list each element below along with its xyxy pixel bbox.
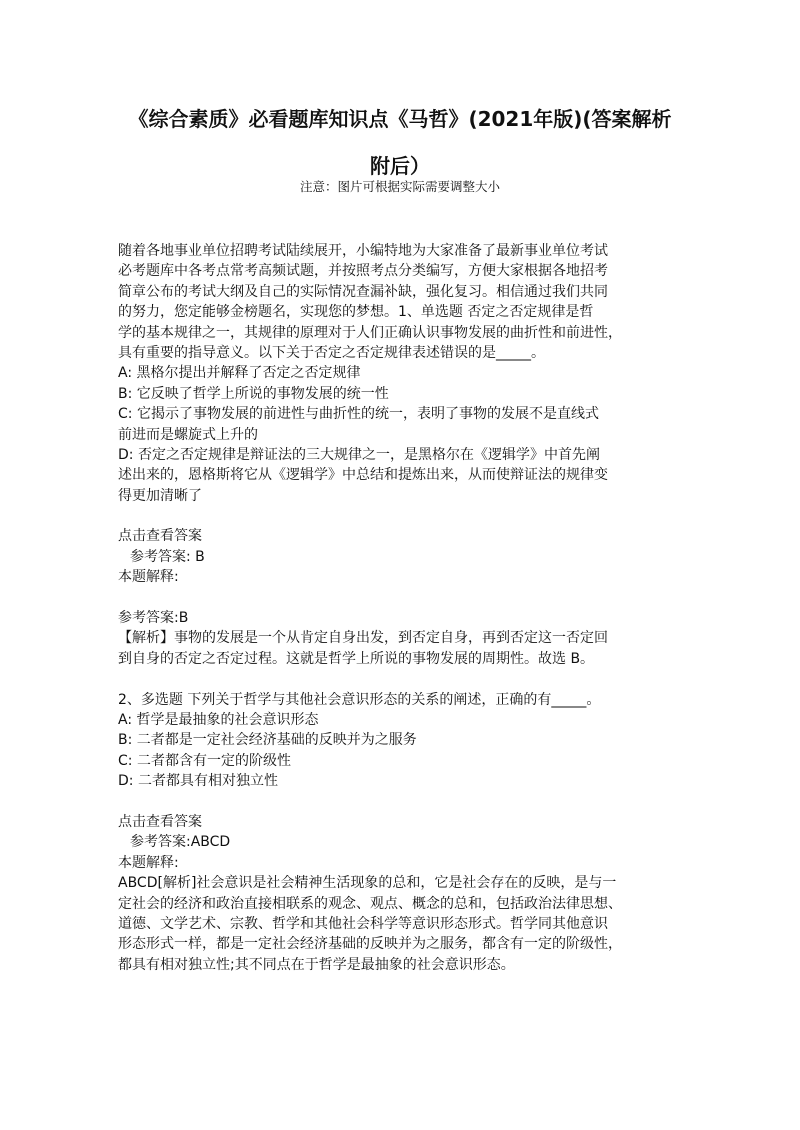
q1-option-a: A: 黑格尔提出并解释了否定之否定规律 [118, 365, 361, 382]
size-note: 注意：图片可根据实际需要调整大小 [299, 179, 500, 194]
q1-explanation-line: 到自身的否定之否定过程。这就是哲学上所说的事物发展的周期性。故选 B。 [118, 650, 595, 667]
document-body [118, 241, 690, 975]
spacer [118, 506, 690, 526]
q2-view-answer-link[interactable]: 点击查看答案 [118, 813, 202, 830]
q1-option-d-cont: 述出来的，恩格斯将它从《逻辑学》中总结和提炼出来，从而使辩证法的规律变 [118, 467, 608, 484]
intro-line: 具有重要的指导意义。以下关于否定之否定规律表述错误的是_____。 [118, 344, 545, 361]
q2-explanation-label: 本题解释: [118, 854, 179, 871]
intro-line: 随着各地事业单位招聘考试陆续展开，小编特地为大家准备了最新事业单位考试 [118, 243, 608, 259]
intro-line: 简章公布的考试大纲及自己的实际情况查漏补缺，强化复习。相信通过我们共同 [118, 283, 608, 300]
title-line-2: 附后） [370, 154, 430, 178]
q1-view-answer-link[interactable]: 点击查看答案 [118, 528, 202, 545]
document-title [100, 96, 700, 190]
q2-option-c: C: 二者都含有一定的阶级性 [118, 752, 291, 769]
q1-explanation-label: 本题解释: [118, 569, 179, 586]
spacer [118, 792, 690, 812]
spacer [118, 588, 690, 608]
q2-reference-answer: 参考答案:ABCD [130, 834, 231, 851]
title-line-1: 《综合素质》必看题库知识点《马哲》(2021年版)(答案解析 [128, 107, 672, 131]
intro-line: 学的基本规律之一，其规律的原理对于人们正确认识事物发展的曲折性和前进性， [118, 324, 622, 341]
q1-reference-answer-repeat: 参考答案:B [118, 610, 189, 627]
q2-explanation-line: 形态形式一样，都是一定社会经济基础的反映并为之服务，都含有一定的阶级性， [118, 936, 622, 953]
q2-option-a: A: 哲学是最抽象的社会意识形态 [118, 711, 319, 728]
q2-option-d: D: 二者都具有相对独立性 [118, 773, 278, 790]
q1-explanation-line: 【解析】事物的发展是一个从肯定自身出发，到否定自身，再到否定这一否定回 [118, 630, 608, 647]
q1-option-d-cont: 得更加清晰了 [118, 487, 202, 504]
q2-question: 2、多选题 下列关于哲学与其他社会意识形态的关系的阐述，正确的有_____。 [118, 691, 601, 708]
q2-explanation-line: 都具有相对独立性;其不同点在于哲学是最抽象的社会意识形态。 [118, 956, 515, 973]
q1-option-c: C: 它揭示了事物发展的前进性与曲折性的统一，表明了事物的发展不是直线式 [118, 406, 599, 423]
q1-option-c-cont: 前进而是螺旋式上升的 [118, 426, 258, 443]
intro-line: 必考题库中各考点常考高频试题，并按照考点分类编写，方便大家根据各地招考 [118, 263, 608, 280]
q1-reference-answer: 参考答案: B [130, 548, 205, 565]
q2-explanation-line: 道德、文学艺术、宗教、哲学和其他社会科学等意识形态形式。哲学同其他意识 [118, 915, 608, 932]
q2-explanation-line: 定社会的经济和政治直接相联系的观念、观点、概念的总和，包括政治法律思想、 [118, 895, 622, 912]
spacer [118, 669, 690, 689]
q2-option-b: B: 二者都是一定社会经济基础的反映并为之服务 [118, 732, 417, 749]
intro-line: 的努力，您定能够金榜题名，实现您的梦想。1、单选题 否定之否定规律是哲 [118, 304, 594, 321]
q1-option-d: D: 否定之否定规律是辩证法的三大规律之一，是黑格尔在《逻辑学》中首先阐 [118, 446, 600, 463]
q1-option-b: B: 它反映了哲学上所说的事物发展的统一性 [118, 385, 389, 402]
q2-explanation-line: ABCD[解析]社会意识是社会精神生活现象的总和，它是社会存在的反映，是与一 [118, 875, 617, 892]
